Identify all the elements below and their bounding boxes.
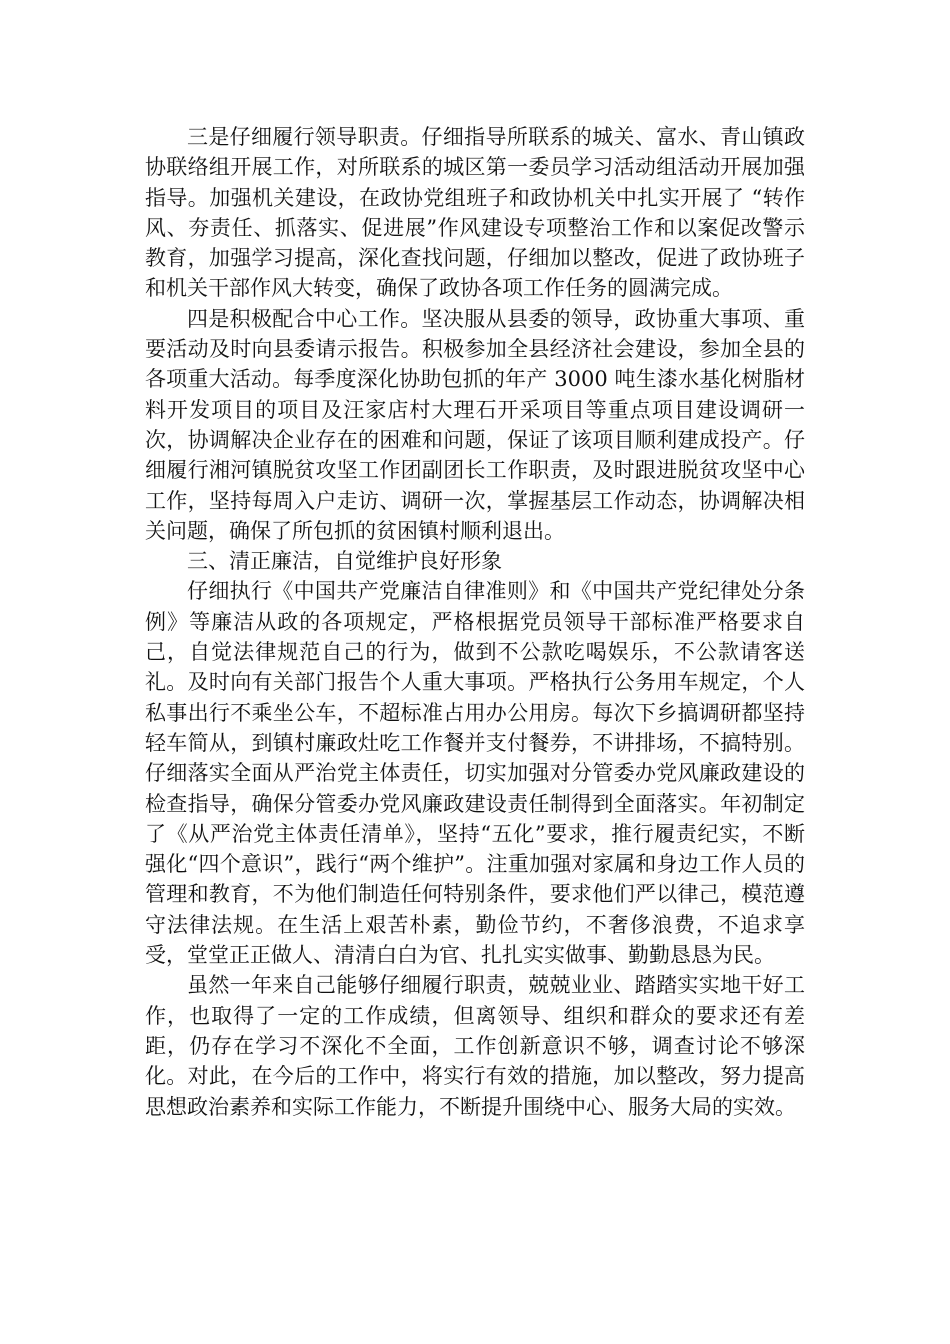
paragraph-integrity: 仔细执行《中国共产党廉洁自律准则》和《中国共产党纪律处分条例》等廉洁从政的各项规定，严格根据党员领导干部标准严格要求自己，自觉法律规范自己的行为，做到不公款吃喝娱乐，不公款请客送礼。及时向有关部门报告个人重大事项。严格执行公务用车规定，个人私事出行不乘坐公车，不超标准占用办公用房。每次下乡搞调研都坚持轻车简从，到镇村廉政灶吃工作餐并支付餐券，不讲排场，不搞特别。仔细落实全面从严治党主体责任，切实加强对分管委办党风廉政建设的检查指导，确保分管委办党风廉政建设责任制得到全面落实。年初制定了《从严治党主体责任清单》，坚持“五化”要求，推行履责纪实，不断强化“四个意识”，践行“两个维护”。注重加强对家属和身边工作人员的管理和教育，不为他们制造任何特别条件，要求他们严以律己，模范遵守法律法规。在生活上艰苦朴素，勤俭节约，不奢侈浪费，不追求享受，堂堂正正做人、清清白白为官、扎扎实实做事、勤勤恳恳为民。: [145, 579, 805, 968]
paragraph-duty: 三是仔细履行领导职责。仔细指导所联系的城关、富水、青山镇政协联络组开展工作，对所联系的城区第一委员学习活动组活动开展加强指导。加强机关建设，在政协党组班子和政协机关中扎实开展了 “转作风、夯责任、抓落实、促进展”作风建设专项整治工作和以案促改警示教育，加强学习提高，深化查找问题，仔细加以整改，促进了政协班子和机关干部作风大转变，确保了政协各项工作任务的圆满完成。: [145, 125, 805, 301]
section-heading: 三、清正廉洁，自觉维护良好形象: [187, 549, 502, 574]
document-body: [145, 122, 805, 1122]
paragraph-central-work: 四是积极配合中心工作。坚决服从县委的领导，政协重大事项、重要活动及时向县委请示报告。积极参加全县经济社会建设，参加全县的各项重大活动。每季度深化协助包抓的年产 3000 吨生漆水基化树脂材料开发项目的项目及汪家店村大理石开采项目等重点项目建设调研一次，协调解决企业存在的困难和问题，保证了该项目顺利建成投产。仔细履行湘河镇脱贫攻坚工作团副团长工作职责，及时跟进脱贫攻坚中心工作，坚持每周入户走访、调研一次，掌握基层工作动态，协调解决相关问题，确保了所包抓的贫困镇村顺利退出。: [145, 306, 805, 543]
paragraph-conclusion: 虽然一年来自己能够仔细履行职责，兢兢业业、踏踏实实地干好工作，也取得了一定的工作成绩，但离领导、组织和群众的要求还有差距，仍存在学习不深化不全面，工作创新意识不够，调查讨论不够深化。对此，在今后的工作中，将实行有效的措施，加以整改，努力提高思想政治素养和实际工作能力，不断提升围绕中心、服务大局的实效。: [145, 973, 805, 1119]
